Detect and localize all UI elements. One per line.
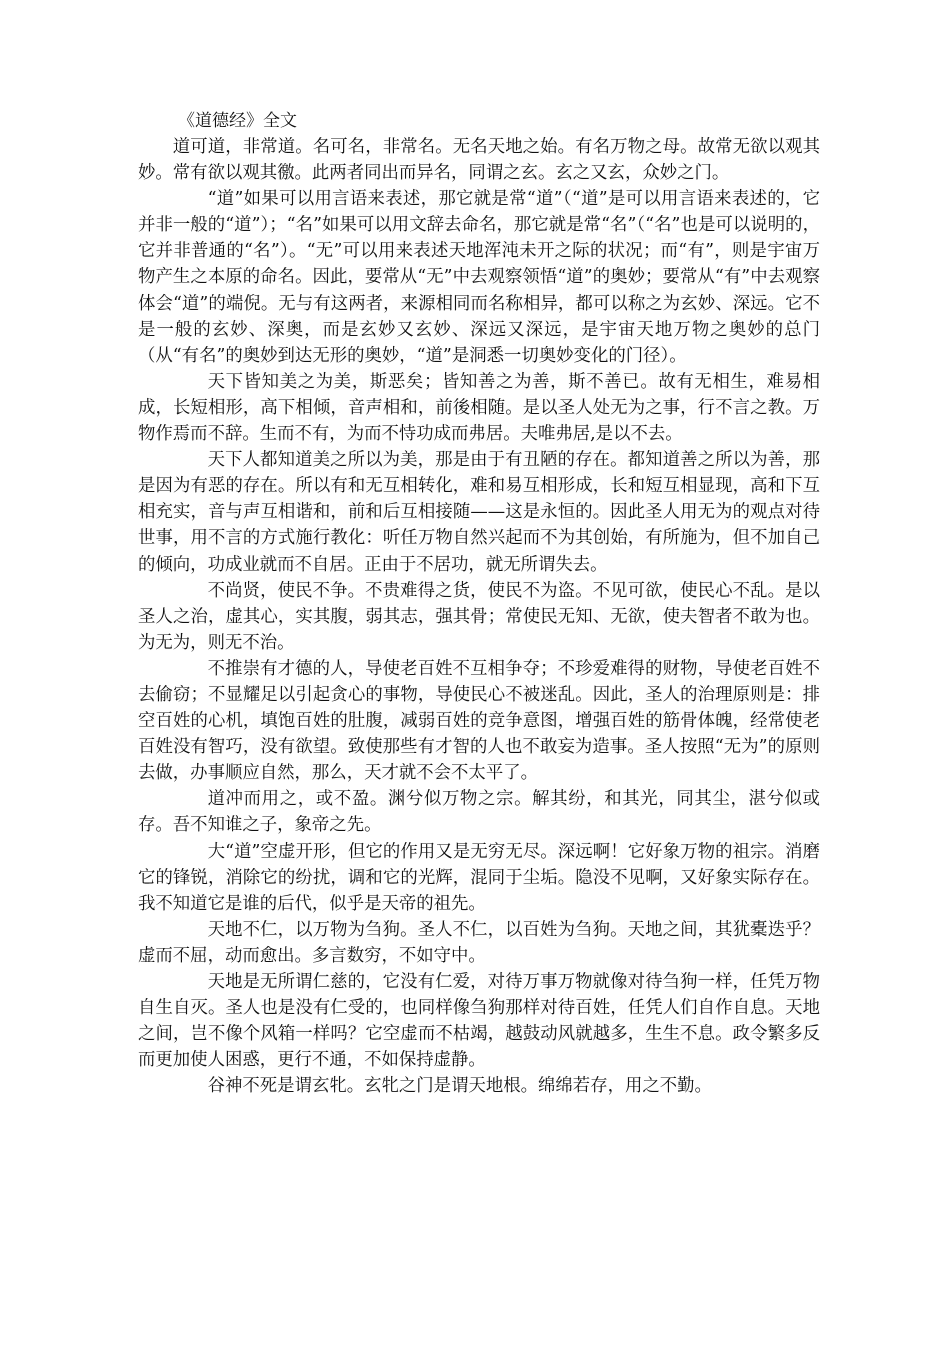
paragraph-5: 不尚贤，使民不争。不贵难得之货，使民不为盗。不见可欲，使民心不乱。是以圣人之治，虚其心，实其腹，弱其志，强其骨；常使民无知、无欲，使夫智者不敢为也。为无为，则无不治。 [138,580,820,653]
paragraph-4: 天下人都知道美之所以为美，那是由于有丑陋的存在。都知道善之所以为善，那是因为有恶的存在。所以有和无互相转化，难和易互相形成，长和短互相显现，高和下互相充实，音与声互相谐和，前和后互相接随——这是永恒的。因此圣人用无为的观点对待世事，用不言的方式施行教化：听任万物自然兴起而不为其创始，有所施为，但不加自己的倾向，功成业就而不自居。正由于不居功，就无所谓失去。 [138,450,820,575]
document-title: 《道德经》全文 [178,111,297,131]
paragraph-2: “道”如果可以用言语来表述，那它就是常“道”（“道”是可以用言语来表述的，它并非一般的“道”）；“名”如果可以用文辞去命名，那它就是常“名”（“名”也是可以说明的，它并非普通的“名”）。“无”可以用来表述天地浑沌未开之际的状况；而“有”，则是宇宙万物产生之本原的命名。因此，要常从“无”中去观察领悟“道”的奥妙；要常从“有”中去观察体会“道”的端倪。无与有这两者，来源相同而名称相异，都可以称之为玄妙、深远。它不是一般的玄妙、深奥，而是玄妙又玄妙、深远又深远，是宇宙天地万物之奥妙的总门（从“有名”的奥妙到达无形的奥妙，“道”是洞悉一切奥妙变化的门径）。 [138,189,820,366]
paragraph-6: 不推崇有才德的人，导使老百姓不互相争夺；不珍爱难得的财物，导使老百姓不去偷窃；不显耀足以引起贪心的事物，导使民心不被迷乱。因此，圣人的治理原则是：排空百姓的心机，填饱百姓的肚腹，减弱百姓的竞争意图，增强百姓的筋骨体魄，经常使老百姓没有智巧，没有欲望。致使那些有才智的人也不敢妄为造事。圣人按照“无为”的原则去做，办事顺应自然，那么，天才就不会不太平了。 [138,658,820,784]
paragraph-9: 天地不仁，以万物为刍狗。圣人不仁，以百姓为刍狗。天地之间，其犹橐迭乎？虚而不屈，动而愈出。多言数穷，不如守中。 [138,919,820,966]
paragraph-10: 天地是无所谓仁慈的，它没有仁爱，对待万事万物就像对待刍狗一样，任凭万物自生自灭。圣人也是没有仁受的，也同样像刍狗那样对待百姓，任凭人们自作自息。天地之间，岂不像个风箱一样吗？它空虚而不枯竭，越鼓动风就越多，生生不息。政令繁多反而更加使人困惑，更行不通，不如保持虚静。 [138,972,820,1071]
paragraph-8: 大“道”空虚开形，但它的作用又是无穷无尽。深远啊！它好象万物的祖宗。消磨它的锋锐，消除它的纷扰，调和它的光辉，混同于尘垢。隐没不见啊，又好象实际存在。我不知道它是谁的后代，似乎是天帝的祖先。 [138,841,820,914]
paragraph-11: 谷神不死是谓玄牝。玄牝之门是谓天地根。绵绵若存，用之不勤。 [207,1076,712,1097]
paragraph-1: 道可道，非常道。名可名，非常名。无名天地之始。有名万物之母。故常无欲以观其妙。常有欲以观其徼。此两者同出而异名，同谓之玄。玄之又玄，众妙之门。 [138,137,820,184]
paragraph-7: 道冲而用之，或不盈。渊兮似万物之宗。解其纷，和其光，同其尘，湛兮似或存。吾不知谁之子，象帝之先。 [138,789,820,836]
paragraph-3: 天下皆知美之为美，斯恶矣；皆知善之为善，斯不善已。故有无相生，难易相成，长短相形，高下相倾，音声相和，前後相随。是以圣人处无为之事，行不言之教。万物作焉而不辞。生而不有，为而不恃功成而弗居。夫唯弗居,是以不去。 [138,371,820,445]
document-body [138,134,820,1099]
